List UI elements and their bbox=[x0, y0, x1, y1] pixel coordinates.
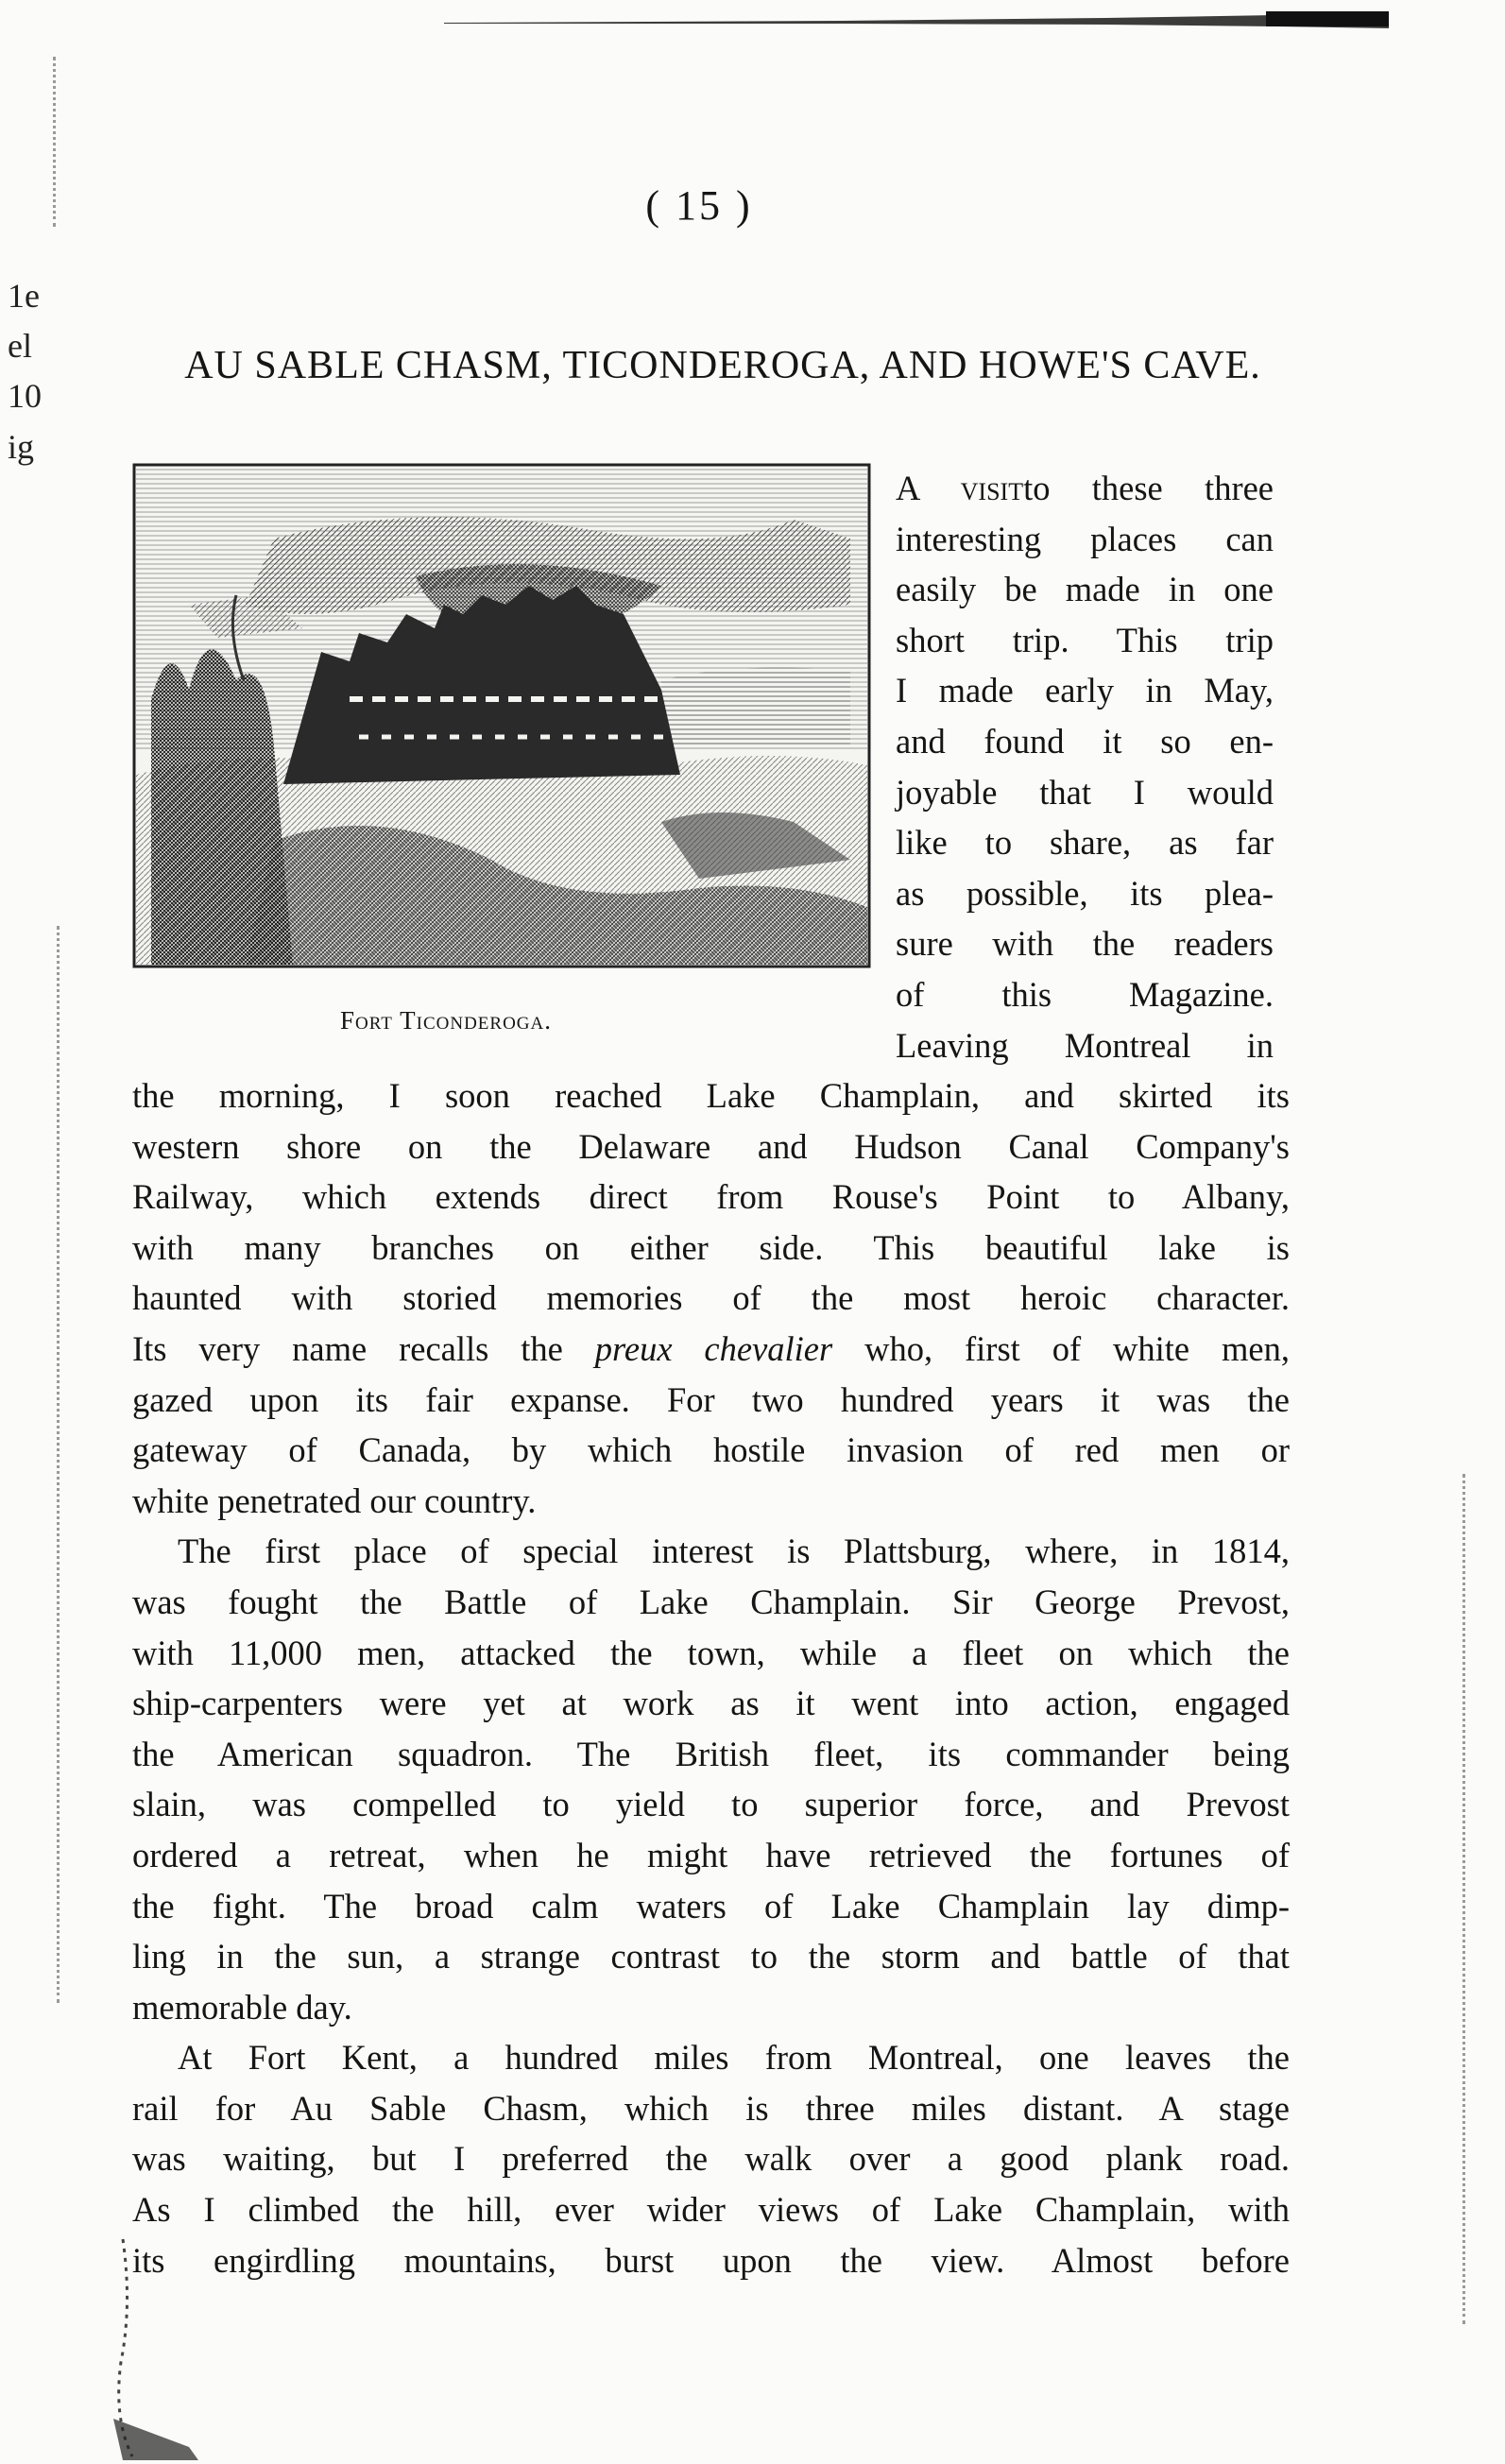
text-line: ship-carpenters were yet at work as it went into action, engaged bbox=[132, 1684, 1290, 1723]
side-column-text bbox=[896, 463, 1274, 1070]
text-line: Railway, which extends direct from Rouse's Point to Albany, bbox=[132, 1177, 1290, 1217]
text-line: gazed upon its fair expanse. For two hundred years it was the bbox=[132, 1379, 1290, 1419]
article-title: AU SABLE CHASM, TICONDEROGA, AND HOWE'S CAVE. bbox=[184, 344, 1261, 387]
body-text bbox=[132, 1070, 1290, 2285]
text-line-fragment: who, first of white men, bbox=[832, 1328, 1290, 1368]
text-line: easily be made in one bbox=[896, 570, 1274, 609]
text-line-fragment: Its very name recalls the bbox=[132, 1328, 595, 1368]
text-line: as possible, its plea- bbox=[896, 873, 1274, 913]
top-edge-scan-mark bbox=[444, 9, 1389, 28]
right-margin-dots bbox=[1462, 1474, 1465, 2324]
text-line: and found it so en- bbox=[896, 721, 1274, 761]
text-line: the morning, I soon reached Lake Champlain, and skirted its bbox=[132, 1076, 1290, 1115]
text-line: memorable day. bbox=[132, 1987, 352, 2027]
text-line: its engirdling mountains, burst upon the view. Almost before bbox=[132, 2240, 1290, 2280]
text-line: the American squadron. The British fleet, its commander being bbox=[132, 1734, 1290, 1773]
text-line: like to share, as far bbox=[896, 823, 1274, 863]
text-line: I made early in May, bbox=[896, 671, 1274, 710]
text-line: sure with the readers bbox=[896, 924, 1274, 964]
text-line: As I climbed the hill, ever wider views of Lake Champlain, with bbox=[132, 2190, 1290, 2230]
text-line-fragment: to these three bbox=[1023, 469, 1274, 507]
text-line: western shore on the Delaware and Hudson Canal Company's bbox=[132, 1126, 1290, 1166]
text-line: with 11,000 men, attacked the town, while a fleet on which the bbox=[132, 1633, 1290, 1672]
margin-fragment: 10 bbox=[8, 377, 42, 415]
text-line: rail for Au Sable Chasm, which is three miles distant. A stage bbox=[132, 2088, 1290, 2128]
text-line: was fought the Battle of Lake Champlain. Sir George Prevost, bbox=[132, 1582, 1290, 1621]
left-margin-dots bbox=[53, 57, 56, 227]
text-line: with many branches on either side. This beautiful lake is bbox=[132, 1227, 1290, 1267]
text-line: of this Magazine. bbox=[896, 974, 1274, 1014]
text-line: the fight. The broad calm waters of Lake Champlain lay dimp- bbox=[132, 1886, 1290, 1925]
lead-word: A visit bbox=[896, 469, 1024, 507]
text-line bbox=[132, 1324, 1290, 1375]
text-line bbox=[896, 463, 1274, 514]
text-line: ling in the sun, a strange contrast to the storm and battle of that bbox=[132, 1937, 1290, 1976]
paragraph bbox=[132, 1070, 1290, 1526]
text-line: The first place of special interest is Plattsburg, where, in 1814, bbox=[178, 1531, 1290, 1571]
illustration-caption: Fort Ticonderoga. bbox=[340, 1006, 552, 1035]
text-line: haunted with storied memories of the most heroic character. bbox=[132, 1278, 1290, 1318]
text-line: was waiting, but I preferred the walk over a good plank road. bbox=[132, 2139, 1290, 2179]
margin-fragment: el bbox=[8, 327, 32, 365]
text-line: short trip. This trip bbox=[896, 620, 1274, 659]
text-line: slain, was compelled to yield to superior force, and Prevost bbox=[132, 1785, 1290, 1824]
text-line: white penetrated our country. bbox=[132, 1480, 537, 1520]
page-number: ( 15 ) bbox=[645, 182, 753, 229]
fort-ticonderoga-engraving bbox=[132, 463, 871, 968]
text-line: Leaving Montreal in bbox=[896, 1025, 1274, 1065]
text-line: At Fort Kent, a hundred miles from Montreal, one leaves the bbox=[178, 2038, 1290, 2078]
left-margin-dots bbox=[57, 926, 60, 2003]
paragraph bbox=[132, 1526, 1290, 2032]
margin-fragment: 1e bbox=[8, 277, 40, 315]
paragraph bbox=[132, 2032, 1290, 2285]
margin-fragment: ig bbox=[8, 428, 35, 466]
text-line: joyable that I would bbox=[896, 772, 1274, 812]
text-line: interesting places can bbox=[896, 519, 1274, 558]
text-line: gateway of Canada, by which hostile invasion of red men or bbox=[132, 1430, 1290, 1470]
text-line: ordered a retreat, when he might have retrieved the fortunes of bbox=[132, 1835, 1290, 1874]
italic-phrase: preux chevalier bbox=[594, 1328, 833, 1368]
